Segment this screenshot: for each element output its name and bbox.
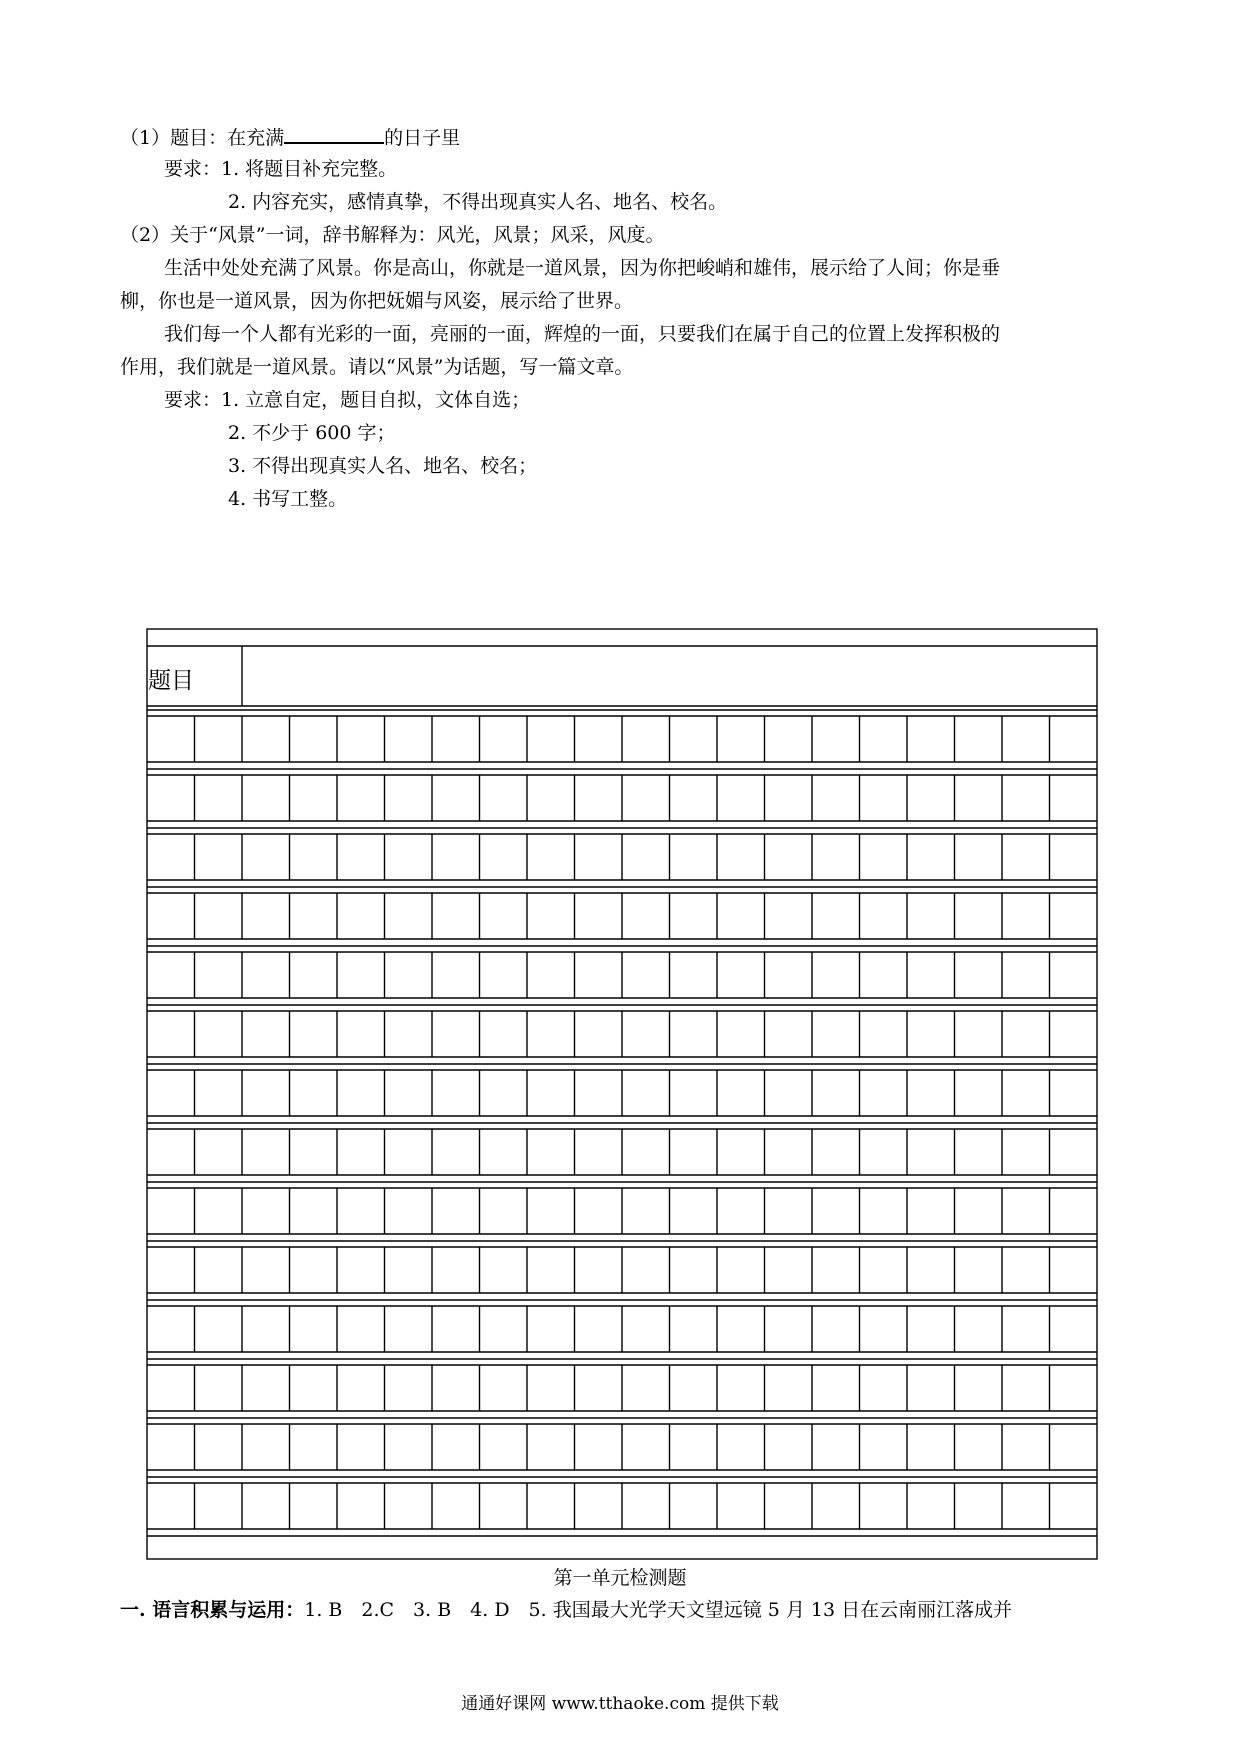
item1-req-label: 要求： <box>164 158 222 180</box>
item2-req-1: 1. 立意自定，题目自拟，文体自选； <box>221 389 531 411</box>
item2-requirement-1 <box>164 388 530 412</box>
grid-title-label: 题目 <box>148 668 194 694</box>
page-footer: 通通好课网 www.tthaoke.com 提供下载 <box>461 1694 779 1714</box>
item1-requirement-1 <box>164 157 397 181</box>
item2-requirement-4: 4. 书写工整。 <box>228 488 348 510</box>
item2-para2-line1: 我们每一个人都有光彩的一面，亮丽的一面，辉煌的一面，只要我们在属于自己的位置上发挥积极的 <box>164 323 1001 345</box>
answers-heading: 第一单元检测题 <box>553 1567 687 1589</box>
item2-requirement-3: 3. 不得出现真实人名、地名、校名； <box>228 455 538 477</box>
item2-para1-line1: 生活中处处充满了风景。你是高山，你就是一道风景，因为你把峻峭和雄伟，展示给了人间；你是垂 <box>164 257 1001 279</box>
item1-title-line <box>120 124 460 150</box>
writing-grid <box>146 628 1098 1560</box>
answers-section-label: 一. 语言积累与运用： <box>120 1599 305 1621</box>
writing-grid-lines <box>146 628 1098 1560</box>
item1-title-prefix: （1）题目：在充满 <box>120 127 285 149</box>
item1-req-1: 1. 将题目补充完整。 <box>221 158 398 180</box>
item2-para1-line2: 柳，你也是一道风景，因为你把妩媚与风姿，展示给了世界。 <box>120 290 634 312</box>
item1-req-2: 2. 内容充实，感情真挚，不得出现真实人名、地名、校名。 <box>228 191 728 213</box>
answers-section-text: 1. B 2.C 3. B 4. D 5. 我国最大光学天文望远镜 5 月 13 日在云南丽江落成并 <box>304 1599 1013 1621</box>
answers-section-line <box>120 1598 1012 1622</box>
item2-intro: （2）关于“风景”一词，辞书解释为：风光，风景；风采，风度。 <box>120 224 665 246</box>
fill-in-blank <box>284 124 384 144</box>
item1-requirement-2 <box>228 190 727 214</box>
item2-para2-line2: 作用，我们就是一道风景。请以“风景”为话题，写一篇文章。 <box>120 356 634 378</box>
item2-req-label: 要求： <box>164 389 222 411</box>
item2-requirement-2: 2. 不少于 600 字； <box>228 422 396 444</box>
item1-title-suffix: 的日子里 <box>384 127 461 149</box>
